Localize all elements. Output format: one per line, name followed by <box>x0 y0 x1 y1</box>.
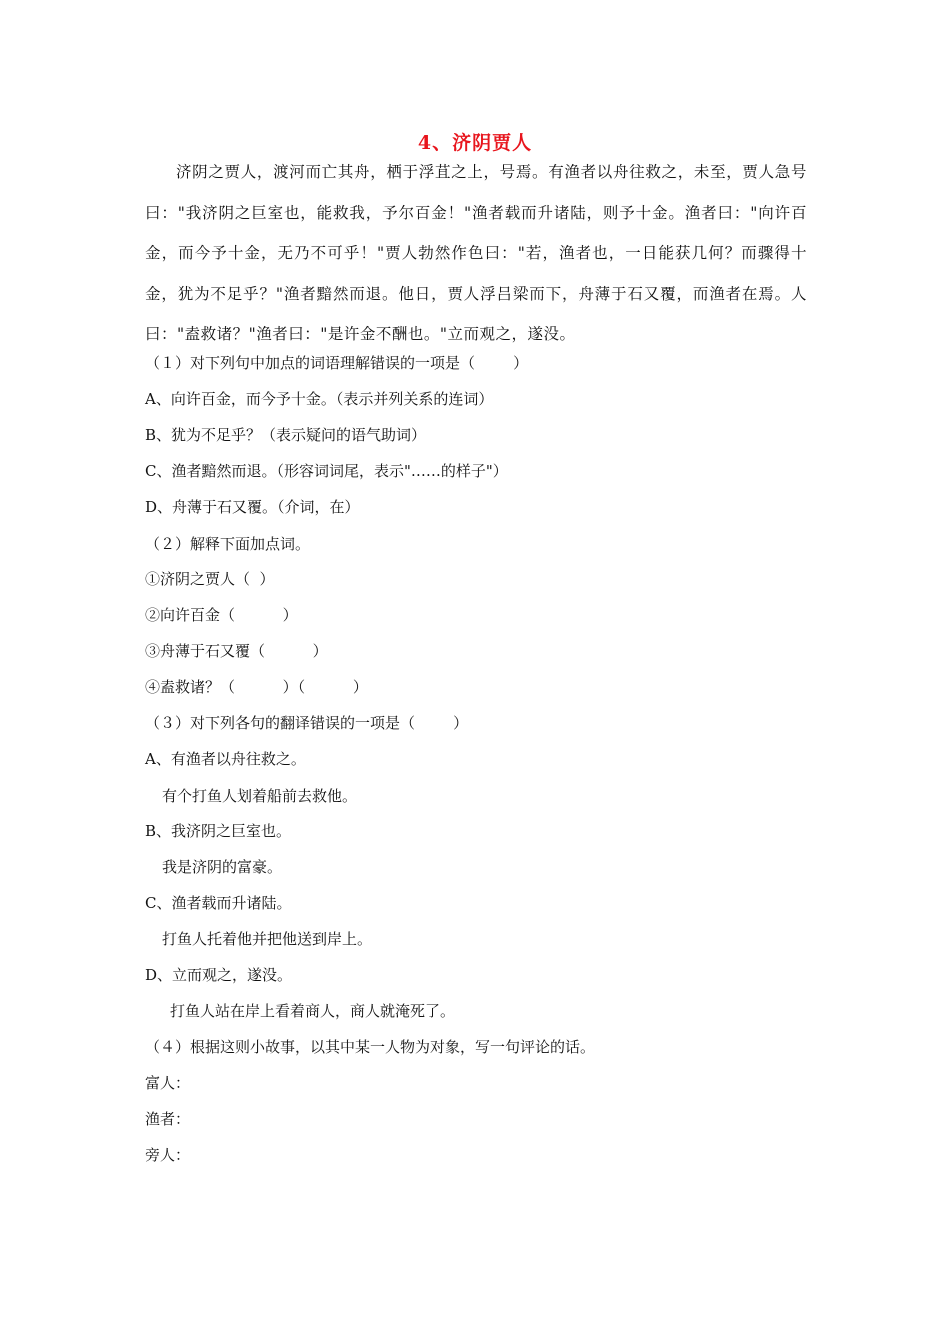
question-3-option-d-translation: 打鱼人站在岸上看着商人，商人就淹死了。 <box>170 1002 456 1020</box>
question-2-stem: （２）解释下面加点词。 <box>145 535 311 553</box>
question-2-item-3: ③舟薄于石又覆（ ） <box>145 642 328 660</box>
question-1-option-c: C、渔者黯然而退。（形容词词尾，表示"……的样子"） <box>145 462 508 480</box>
question-1-option-a: A、向许百金，而今予十金。（表示并列关系的连词） <box>145 390 494 408</box>
answer-label-fisherman: 渔者： <box>145 1110 191 1128</box>
page-title: 4、济阴贾人 <box>417 132 533 154</box>
question-3-option-b-translation: 我是济阴的富豪。 <box>162 858 283 876</box>
question-3-option-c-translation: 打鱼人托着他并把他送到岸上。 <box>162 930 373 948</box>
question-1-option-d: D、舟薄于石又覆。（介词，在） <box>145 498 360 516</box>
question-3-stem: （３）对下列各句的翻译错误的一项是（ ） <box>145 714 469 732</box>
question-1-stem: （１）对下列句中加点的词语理解错误的一项是（ ） <box>145 354 529 372</box>
answer-label-bystander: 旁人： <box>145 1146 191 1164</box>
question-4-stem: （４）根据这则小故事，以其中某一人物为对象，写一句评论的话。 <box>145 1038 596 1056</box>
question-3-option-b: B、我济阴之巨室也。 <box>145 822 292 840</box>
answer-label-rich-man: 富人： <box>145 1074 191 1092</box>
question-2-item-2: ②向许百金（ ） <box>145 606 298 624</box>
question-3-option-d: D、立而观之，遂没。 <box>145 966 293 984</box>
question-3-option-a: A、有渔者以舟往救之。 <box>145 750 306 768</box>
question-3-option-a-translation: 有个打鱼人划着船前去救他。 <box>162 787 358 805</box>
classical-passage: 济阴之贾人，渡河而亡其舟，栖于浮苴之上，号焉。有渔者以舟往救之，未至，贾人急号曰："我济阴之巨室也，能救我，予尔百金！"渔者载而升诸陆，则予十金。渔者曰："向许百金，而今予十金，无乃不可乎！"贾人勃然作色曰："若，渔者也，一日能获几何？而骤得十金，犹为不足乎？"渔者黯然而退。他日，贾人浮吕梁而下，舟薄于石又覆，而渔者在焉。人曰："盍救诸？"渔者曰："是许金不酬也。"立而观之，遂没。 <box>145 163 807 343</box>
question-1-option-b: B、犹为不足乎？（表示疑问的语气助词） <box>145 426 427 444</box>
question-3-option-c: C、渔者载而升诸陆。 <box>145 894 292 912</box>
question-2-item-1: ①济阴之贾人（ ） <box>145 570 275 588</box>
question-2-item-4: ④盍救诸？（ ）（ ） <box>145 678 368 696</box>
